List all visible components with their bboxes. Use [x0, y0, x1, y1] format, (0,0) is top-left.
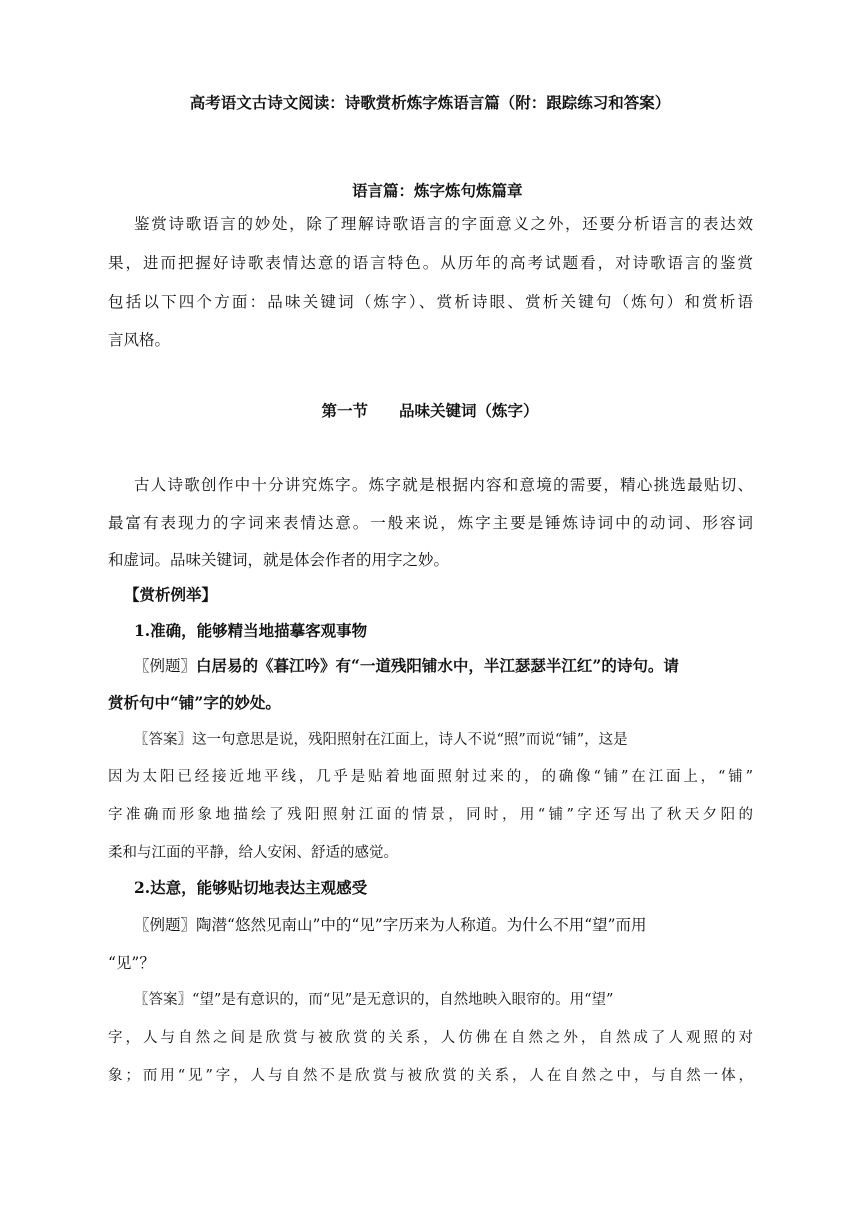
example-tag: 〖例题〗 — [134, 916, 197, 934]
chapter-heading: 第一节 品味关键词（炼字） — [321, 401, 539, 420]
chapter-intro-line-1: 古人诗歌创作中十分讲究炼字。炼字就是根据内容和意境的需要，精心挑选最贴切、 — [134, 476, 753, 494]
answer-tag: 〖答案〗 — [134, 732, 192, 748]
example-1-question-line-1 — [134, 656, 753, 676]
intro-line-2: 果，进而把握好诗歌表情达意的语言特色。从历年的高考试题看，对诗歌语言的鉴赏 — [108, 254, 753, 272]
example-2-answer-line-3: 象；而用“见”字，人与自然不是欣赏与被欣赏的关系，人在自然之中，与自然一体， — [108, 1068, 753, 1084]
example-1-answer-line-3: 字准确而形象地描绘了残阳照射江面的情景，同时，用“铺”字还写出了秋天夕阳的 — [108, 807, 753, 823]
chapter-intro-line-2: 最富有表现力的字词来表情达意。一般来说，炼字主要是锤炼诗词中的动词、形容词 — [108, 514, 753, 532]
example-1-question-text: 白居易的《暮江吟》有“一道残阳铺水中，半江瑟瑟半江红”的诗句。请 — [196, 656, 679, 675]
point-1-heading: 1.准确，能够精当地描摹客观事物 — [134, 621, 368, 640]
example-1-answer-text: 这一句意思是说，残阳照射在江面上，诗人不说“照”而说“铺”，这是 — [192, 732, 628, 748]
example-2-answer-line-1 — [134, 990, 753, 1010]
example-2-question-line-1 — [134, 915, 753, 935]
example-1-question-line-2: 赏析句中“铺”字的妙处。 — [108, 693, 281, 712]
document-title: 高考语文古诗文阅读：诗歌赏析炼字炼语言篇（附：跟踪练习和答案） — [189, 93, 671, 112]
answer-tag: 〖答案〗 — [134, 992, 192, 1008]
example-1-answer-line-2: 因为太阳已经接近地平线，几乎是贴着地面照射过来的，的确像“铺”在江面上，“铺” — [108, 769, 753, 785]
intro-line-1: 鉴赏诗歌语言的妙处，除了理解诗歌语言的字面意义之外，还要分析语言的表达效 — [134, 215, 753, 233]
example-tag: 〖例题〗 — [134, 657, 197, 675]
point-2-heading: 2.达意，能够贴切地表达主观感受 — [134, 878, 368, 897]
example-2-question-line-2: “见”？ — [108, 954, 155, 972]
example-2-question-text: 陶潜“悠然见南山”中的“见”字历来为人称道。为什么不用“望”而用 — [196, 916, 647, 934]
section-heading: 语言篇：炼字炼句炼篇章 — [352, 181, 523, 200]
example-2-answer-line-2: 字，人与自然之间是欣赏与被欣赏的关系，人仿佛在自然之外，自然成了人观照的对 — [108, 1030, 753, 1046]
example-2-answer-text: “望”是有意识的，而“见”是无意识的，自然地映入眼帘的。用“望” — [192, 992, 614, 1008]
example-1-answer-line-1 — [134, 730, 753, 750]
example-1-answer-line-4: 柔和与江面的平静，给人安闲、舒适的感觉。 — [108, 845, 398, 861]
intro-line-3: 包括以下四个方面：品味关键词（炼字）、赏析诗眼、赏析关键句（炼句）和赏析语 — [108, 293, 753, 311]
examples-label: 【赏析例举】 — [124, 585, 218, 604]
intro-line-4: 言风格。 — [108, 331, 171, 349]
chapter-intro-line-3: 和虚词。品味关键词，就是体会作者的用字之妙。 — [108, 551, 450, 569]
